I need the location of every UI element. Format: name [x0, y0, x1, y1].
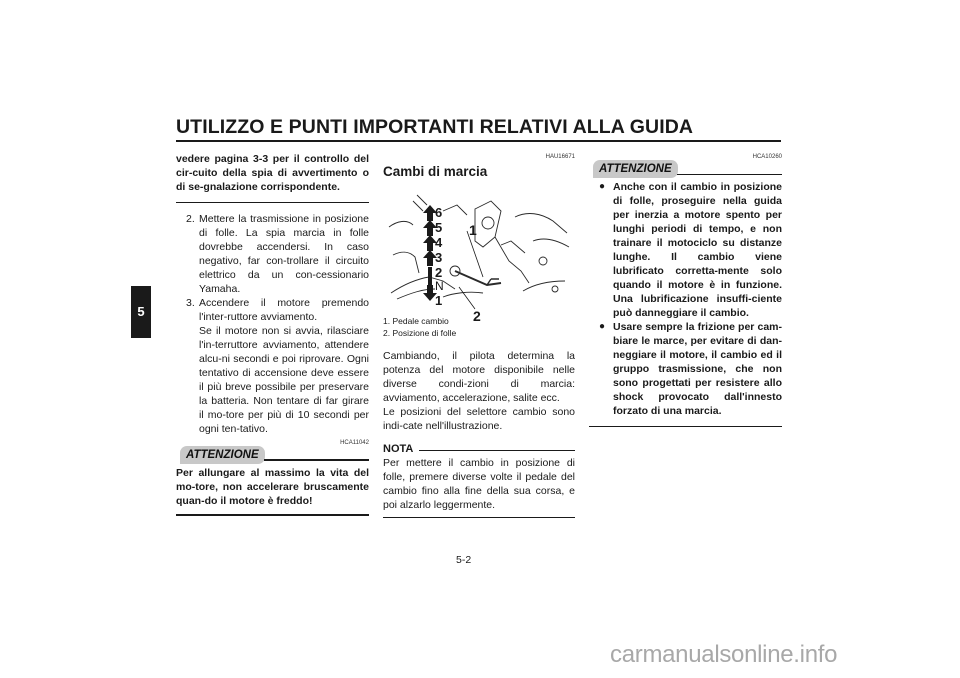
list-item	[186, 296, 369, 436]
attention-label: ATTENZIONE	[593, 160, 678, 178]
callout-2: 2	[473, 308, 481, 324]
step-text-group	[199, 296, 369, 436]
title-rule	[176, 140, 781, 142]
body-paragraph: Le posizioni del selettore cambio sono indi-cate nell'illustrazione.	[383, 406, 575, 432]
middle-column	[383, 150, 575, 518]
section-heading: Cambi di marcia	[383, 164, 488, 179]
gear-label: 3	[435, 250, 443, 265]
gear-label: 5	[435, 220, 443, 235]
bullet-icon: ●	[599, 321, 606, 332]
divider	[677, 174, 782, 175]
list-item	[186, 212, 369, 296]
section-code: HAU16671	[545, 154, 575, 160]
step-number: 3.	[186, 297, 195, 310]
divider	[589, 426, 782, 427]
page-number: 5-2	[456, 554, 472, 566]
step-text: Mettere la trasmissione in posizione di folle. La spia marcia in folle dovrebbe accendersi. In caso negativo, far con-trollare il circuito elettrico da un con-cessionario Yamaha.	[199, 213, 369, 296]
figure-background	[383, 181, 575, 311]
attention-label: ATTENZIONE	[180, 446, 265, 464]
attention-bullets	[589, 180, 782, 418]
gear-label: 4	[435, 235, 443, 250]
divider	[176, 202, 369, 203]
divider	[419, 450, 575, 451]
bullet-icon: ●	[599, 181, 606, 192]
divider	[176, 514, 369, 515]
bullet-text: Usare sempre la frizione per cam-biare le marce, per evitare di dan-neggiare il motore, il cambio ed il gruppo trasmissione, che non sono progettati per resistere allo shock provocato dall'innesto forzato di una marcia.	[613, 321, 782, 417]
page-title: UTILIZZO E PUNTI IMPORTANTI RELATIVI ALLA GUIDA	[176, 116, 694, 138]
intro-bold-text: vedere pagina 3-3 per il controllo del cir-cuito della spia di avvertimento o di se-gnalazione corrispondente.	[176, 153, 369, 193]
callout-1: 1	[469, 222, 477, 238]
caption-item: 2. Posizione di folle	[383, 328, 457, 338]
step-number: 2.	[186, 213, 195, 226]
arrow-shaft	[428, 267, 432, 285]
attention-header	[176, 442, 369, 464]
gear-label: 2	[435, 265, 443, 280]
step-text: Accendere il motore premendo l'inter-ruttore avviamento.	[199, 297, 369, 324]
step-text-continued: Se il motore non si avvia, rilasciare l'in-terruttore avviamento, attendere alcu-ni secondi e poi riprovare. Ogni tentativo di accensione deve essere il più breve possibile per preservare la batteria. Non tentare di far girare il mo-tore per più di 10 secondi per ogni ten-tativo.	[199, 325, 369, 436]
bullet-text: Anche con il cambio in posizione di folle, proseguire nella guida per inerzia a motore spento per lunghi periodi di tempo, e non trainare il motociclo su distanze lunghe. Il cambio viene lubrificato corretta-mente solo quando il motore è in funzione. Una lubrificazione insuffi-ciente può danneggiare il cambio.	[613, 181, 782, 319]
left-column	[176, 152, 369, 516]
divider	[264, 459, 369, 460]
gear-label-neutral: N	[435, 279, 444, 293]
note-text: Per mettere il cambio in posizione di folle, premere diverse volte il pedale del cambio fino alla fine della sua corsa, e poi alzarlo leggermente.	[383, 457, 575, 511]
attention-header	[589, 150, 782, 178]
body-paragraph: Cambiando, il pilota determina la potenza del motore disponibile nelle diverse condi-zioni di marcia: avviamento, accelerazione, salite ecc.	[383, 350, 575, 404]
divider	[383, 517, 575, 518]
list-item	[599, 180, 782, 320]
watermark: carmanualsonline.info	[610, 641, 838, 668]
chapter-tab: 5	[131, 286, 151, 338]
caption-item: 1. Pedale cambio	[383, 316, 449, 326]
list-item	[599, 320, 782, 418]
section-code: HCA11042	[340, 440, 369, 447]
right-column	[589, 150, 782, 427]
note-header	[383, 442, 575, 456]
note-label: NOTA	[383, 443, 414, 455]
gear-label: 1	[435, 293, 443, 308]
section-code: HCA10260	[752, 154, 782, 160]
gear-label: 6	[435, 205, 443, 220]
steps-list	[176, 212, 369, 436]
attention-text: Per allungare al massimo la vita del mo-tore, non accelerare bruscamente quan-do il motore è freddo!	[176, 467, 369, 508]
